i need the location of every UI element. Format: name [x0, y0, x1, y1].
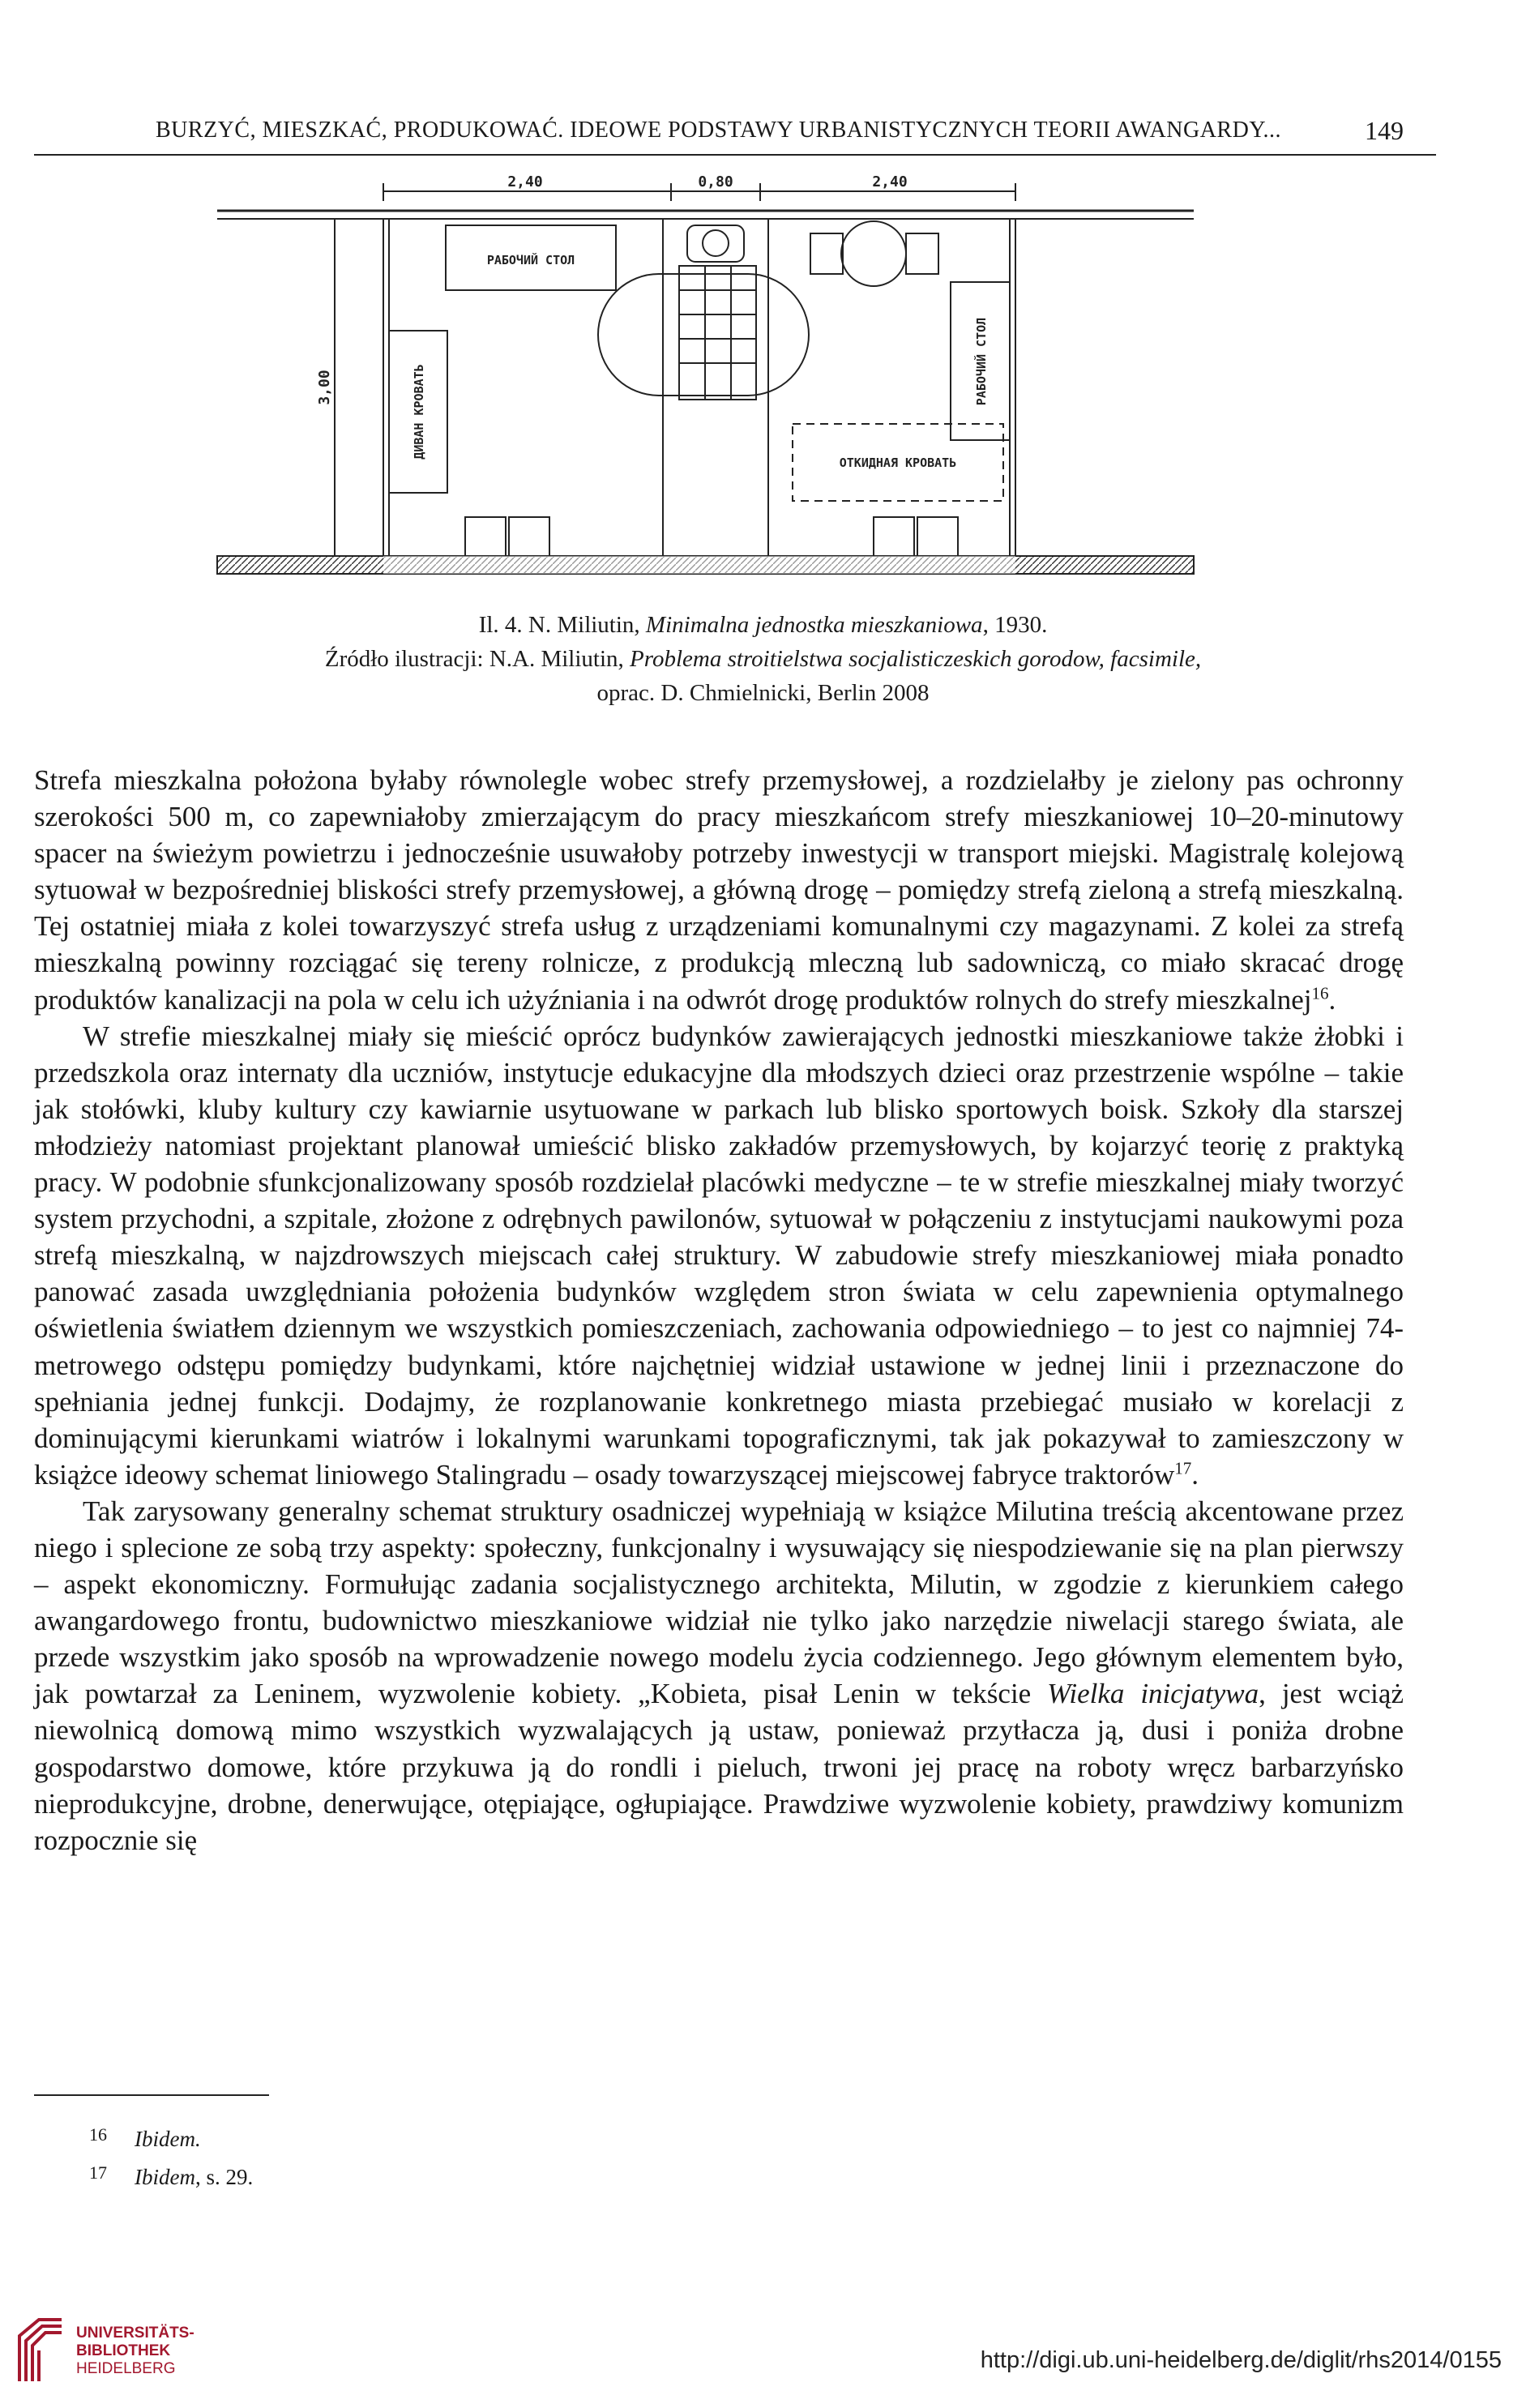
caption-line-2 [243, 642, 1283, 676]
running-header [34, 107, 1436, 156]
paragraph-1 [34, 762, 1404, 1018]
caption-source-prefix: Źródło ilustracji: N.A. Miliutin, [324, 646, 630, 672]
label-work-table-right: РАБОЧИЙ СТОЛ [974, 317, 989, 406]
running-title: BURZYĆ, MIESZKAĆ, PRODUKOWAĆ. IDEOWE PODSTAWY URBANISTYCZNYCH TEORII AWANGARDY... [156, 118, 1281, 143]
footnotes [89, 2120, 253, 2196]
footnote-ref-17[interactable]: 17 [1174, 1458, 1192, 1478]
paragraph-3-italic-title: Wielka inicjatywa [1047, 1678, 1259, 1710]
page-number: 149 [1365, 115, 1404, 145]
paragraph-3-text-a: Tak zarysowany generalny schemat struktury osadniczej wypełniają w książce Milutina treścią akcentowane przez niego i splecione ze sobą trzy aspekty: społeczny, funkcjonalny i wysuwający się niespodziewanie się na plan pierwszy – aspekt ekonomiczny. Formułując zadania socjalistycznego architekta, Milutin, w zgodzie z kierunkiem całego awangardowego frontu, budownictwo mieszkaniowe widział nie tylko jako narzędzie niwelacji starego świata, ale przede wszystkim jako sposób na wprowadzenie nowego modelu życia codziennego. Jego głównym elementem było, jak powtarzał za Leninem, wyzwolenie kobiety. „Kobieta, pisał Lenin w tekście [34, 1495, 1404, 1710]
library-line-1: UNIVERSITÄTS- [76, 2325, 194, 2342]
caption-source-title: Problema stroitielstwa socjalisticzeskich gorodow, facsimile, [630, 646, 1202, 672]
paragraph-3-text-b: , jest wciąż niewolnicą domową mimo wszystkich wyzwalających ją ustaw, ponieważ przytłacza ją, dusi i poniża drobne gospodarstwo domowe, które przykuwa ją do rondli i pieluch, trwoni jej pracę na roboty wręcz barbarzyńsko nieprodukcyjne, drobne, denerwujące, otępiające, ogłupiające. Prawdziwe wyzwolenie kobiety, prawdziwy komunizm rozpocznie się [34, 1678, 1404, 1856]
paragraph-1-text: Strefa mieszkalna położona byłaby równolegle wobec strefy przemysłowej, a rozdzielałby je zielony pas ochronny szerokości 500 m, co zapewniałoby zmierzającym do pracy mieszkańcom strefy mieszkaniowej 10–20-minutowy spacer na świeżym powietrzu i jednocześnie usuwałoby potrzeby inwestycji w transport miejski. Magistralę kolejową sytuował w bezpośredniej bliskości strefy przemysłowej, a główną drogę – pomiędzy strefą zieloną a strefą mieszkalną. Tej ostatniej miała z kolei towarzyszyć strefa usług z urządzeniami komunalnymi czy magazynami. Z kolei za strefą mieszkalną powinny rozciągać się tereny rolnicze, z produkcją mleczną lub sadowniczą, co miało skracać drogę produktów kanalizacji na pola w celu ich użyźniania i na odwrót drogę produktów rolnych do strefy mieszkalnej [34, 764, 1404, 1016]
body-text [34, 762, 1404, 1858]
caption-line-3: oprac. D. Chmielnicki, Berlin 2008 [596, 680, 930, 706]
footnote-separator [34, 2094, 269, 2096]
caption-suffix: , 1930. [982, 612, 1048, 638]
caption-title: Minimalna jednostka mieszkaniowa [645, 612, 983, 638]
figure-caption [243, 608, 1283, 710]
library-name [76, 2325, 194, 2378]
footnote-16 [89, 2120, 253, 2158]
footnote-text: Ibidem. [135, 2127, 201, 2151]
library-logo[interactable] [15, 2316, 194, 2386]
library-line-3: HEIDELBERG [76, 2360, 176, 2377]
paragraph-1-end: . [1328, 983, 1336, 1016]
label-work-table-top: РАБОЧИЙ СТОЛ [486, 253, 575, 267]
dimension-left: 2,40 [507, 173, 543, 190]
label-sofa-bed: ДИВАН КРОВАТЬ [412, 364, 426, 460]
footnote-number: 17 [89, 2162, 107, 2183]
caption-prefix: Il. 4. N. Miliutin, [478, 612, 646, 638]
paragraph-2-end: . [1191, 1458, 1199, 1491]
paragraph-3 [34, 1493, 1404, 1858]
dimension-right: 2,40 [872, 173, 908, 190]
paragraph-2 [34, 1018, 1404, 1493]
label-folding-bed: ОТКИДНАЯ КРОВАТЬ [839, 456, 957, 470]
footnote-number: 16 [89, 2124, 107, 2145]
dimension-middle: 0,80 [698, 173, 733, 190]
library-line-2: BIBLIOTHEK [76, 2342, 171, 2359]
library-logo-icon [15, 2316, 66, 2386]
paragraph-2-text: W strefie mieszkalnej miały się mieścić oprócz budynków zawierających jednostki mieszkaniowe także żłobki i przedszkola oraz internaty dla uczniów, instytucje edukacyjne dla młodszych dzieci oraz przestrzenie wspólne – takie jak stołówki, kluby kultury czy kawiarnie usytuowane w parkach lub blisko sportowych boisk. Szkoły dla starszej młodzieży natomiast projektant planował umieścić blisko zakładów przemysłowych, by kojarzyć teorię z praktyką pracy. W podobnie sfunkcjonalizowany sposób rozdzielał placówki medyczne – te w strefie mieszkalnej miały tworzyć system przychodni, a szpitale, złożone z odrębnych pawilonów, sytuował w połączeniu z instytucjami naukowymi poza strefą mieszkalną, w najzdrowszych miejscach całej struktury. W zabudowie strefy mieszkaniowej miała ponadto panować zasada uwzględniania położenia budynków względem stron świata w celu zapewnienia optymalnego oświetlenia światłem dziennym we wszystkich pomieszczeniach, zachowania odpowiedniego – to jest co najmniej 74-metrowego odstępu pomiędzy budynkami, które najchętniej widział ustawione w jednej linii i przeznaczone do spełniania jednej funkcji. Dodajmy, że rozplanowanie konkretnego miasta przebiegać musiało w korelacji z dominującymi kierunkami wiatrów i lokalnymi warunkami topograficznymi, tak jak pokazywał to zamieszczony w książce ideowy schemat liniowego Stalingradu – osady towarzyszącej miejscowej fabryce traktorów [34, 1020, 1404, 1491]
footnote-17 [89, 2158, 253, 2196]
caption-line-1 [243, 608, 1283, 642]
floor-plan-figure [209, 169, 1206, 590]
footnote-text: Ibidem [135, 2165, 195, 2189]
footnote-ref-16[interactable]: 16 [1311, 982, 1329, 1003]
source-url-link[interactable]: http://digi.ub.uni-heidelberg.de/diglit/rhs2014/0155 [980, 2347, 1502, 2373]
footnote-text-after: , s. 29. [194, 2165, 254, 2189]
dimension-height: 3,00 [316, 370, 333, 405]
